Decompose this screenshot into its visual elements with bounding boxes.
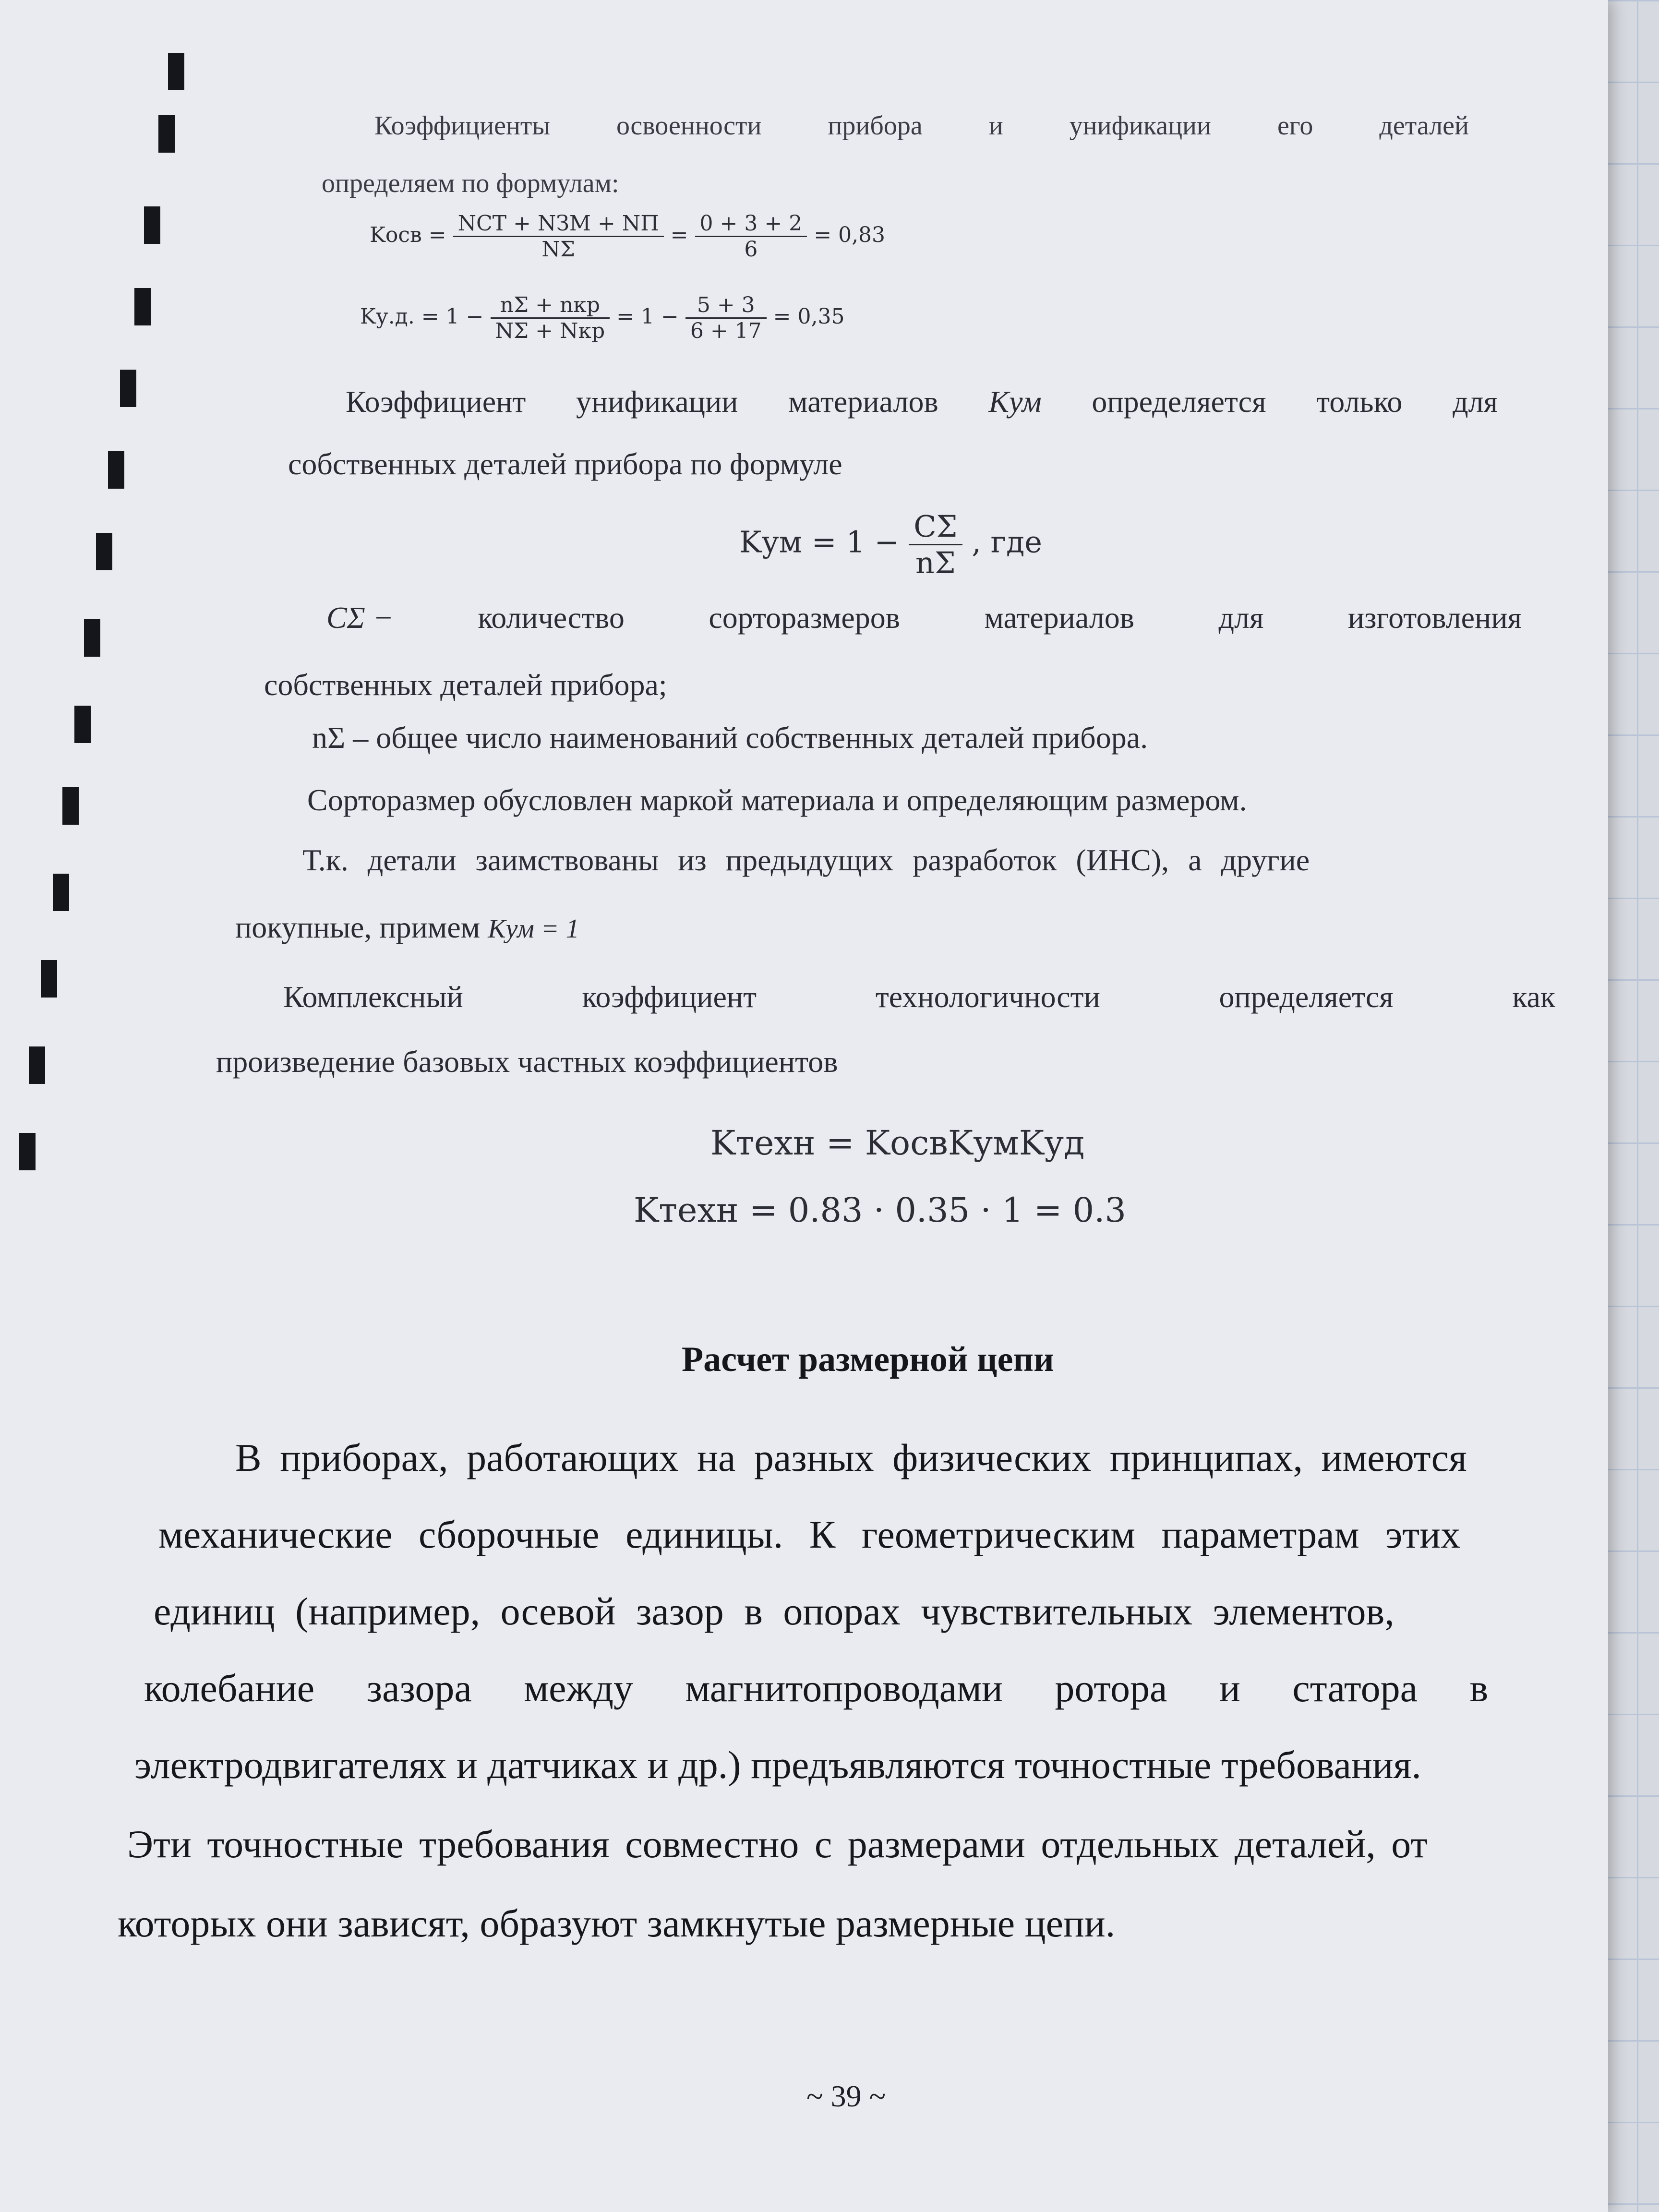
formula-um: Kум = 1 − $\frac{C\Sigma}{n\Sigma}$ , где [739, 509, 1042, 580]
body-line-7: которых они зависят, образуют замкнутые размерные цепи. [118, 1901, 1116, 1945]
formula-osvoennost: Kосв = $\frac{\text{NСТ + NЗМ + NП}}{N\Sigma}$ = $\frac{0 + 3 + 2}{6}$ = 0,83 [370, 211, 886, 262]
body-line-6: Эти точностные требования совместно с размерами отдельных деталей, от [127, 1822, 1428, 1866]
intro-line-2: определяем по формулам: [322, 168, 619, 198]
sortorazmer-line: Сорторазмер обусловлен маркой материала и определяющим размером. [307, 783, 1247, 817]
complex-line-1: Комплексный коэффициент технологичности определяется как [283, 980, 1555, 1014]
formula-tech-2: Kтехн = 0.83 · 0.35 · 1 = 0.3 [634, 1190, 1126, 1230]
body-line-2: механические сборочные единицы. К геометрическим параметрам этих [158, 1513, 1461, 1556]
formula-unifikacii: Kу.д. = 1 − $\frac{\text{nΣ + nкр}}{\text{NΣ + Nкр}}$ = 1 − $\frac{5 + 3}{6 + 17}$ = 0,35 [360, 293, 845, 343]
complex-line-2: произведение базовых частных коэффициентов [216, 1045, 838, 1079]
body-line-1: В приборах, работающих на разных физических принципах, имеются [235, 1436, 1467, 1479]
para-um-line-1: Коэффициент унификации материалов Kум определяется только для [346, 385, 1498, 419]
section-heading: Расчет размерной цепи [682, 1340, 1054, 1379]
body-line-5: электродвигателях и датчиках и др.) предъявляются точностные требования. [134, 1743, 1421, 1787]
def-c-line-1: CΣ − количество сорторазмеров материалов для изготовления [326, 601, 1522, 635]
page-number: ~ 39 ~ [806, 2079, 886, 2113]
def-c-line-2: собственных деталей прибора; [264, 668, 667, 702]
formula-tech-1: Kтехн = KосвKумKуд [710, 1123, 1085, 1163]
body-line-3: единиц (например, осевой зазор в опорах чувствительных элементов, [154, 1589, 1395, 1633]
tk-line-1: Т.к. детали заимствованы из предыдущих разработок (ИНС), а другие [302, 843, 1310, 877]
para-um-line-2: собственных деталей прибора по формуле [288, 447, 842, 481]
body-line-4: колебание зазора между магнитопроводами ротора и статора в [144, 1666, 1489, 1710]
def-n: nΣ – общее число наименований собственных деталей прибора. [312, 721, 1148, 755]
intro-line-1: Коэффициенты освоенности прибора и унификации его деталей [374, 111, 1469, 141]
tk-line-2: покупные, примем Kум = 1 [235, 910, 579, 944]
